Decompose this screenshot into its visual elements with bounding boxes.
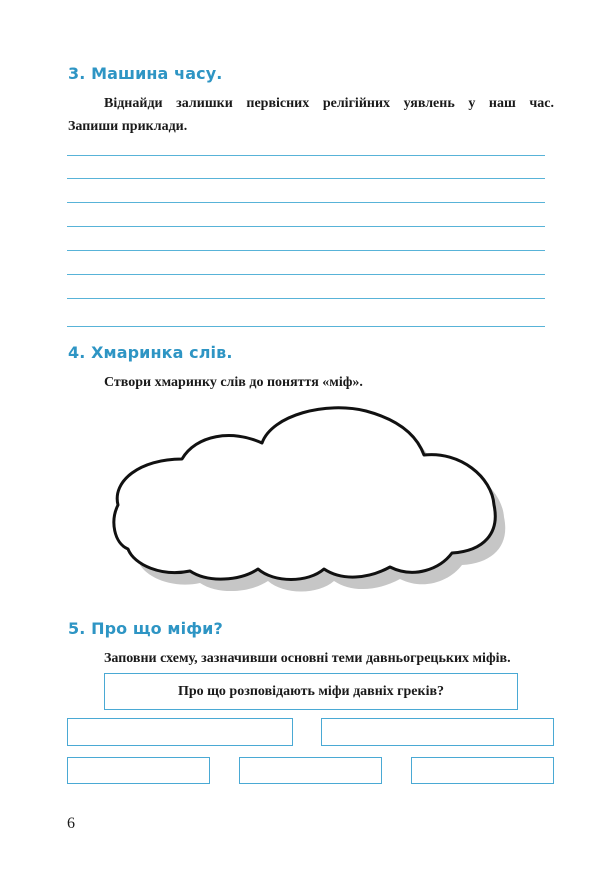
scheme-title: Про що розповідають міфи давніх греків? bbox=[177, 683, 445, 699]
answer-line-8[interactable] bbox=[67, 326, 545, 327]
scheme-answer-box-1[interactable] bbox=[67, 718, 293, 746]
answer-line-4[interactable] bbox=[67, 226, 545, 227]
section-4-heading: 4. Хмаринка слів. bbox=[68, 343, 233, 362]
answer-line-5[interactable] bbox=[67, 250, 545, 251]
cloud-outline bbox=[114, 408, 495, 580]
answer-line-1[interactable] bbox=[67, 155, 545, 156]
section-5-task: Заповни схему, зазначивши основні теми давньогрецьких міфів. bbox=[104, 651, 511, 666]
section-3-task bbox=[68, 92, 554, 138]
scheme-answer-box-4[interactable] bbox=[239, 757, 382, 784]
page-number: 6 bbox=[67, 815, 75, 832]
section-3-task-line2: Запиши приклади. bbox=[68, 119, 188, 134]
scheme-answer-box-5[interactable] bbox=[411, 757, 554, 784]
cloud-shape bbox=[100, 405, 520, 595]
answer-line-2[interactable] bbox=[67, 178, 545, 179]
section-4-task: Створи хмаринку слів до поняття «міф». bbox=[104, 375, 363, 390]
answer-line-3[interactable] bbox=[67, 202, 545, 203]
section-3-heading: 3. Машина часу. bbox=[68, 64, 223, 83]
section-3-task-line1: Віднайди залишки первісних релігійних уявлень у наш час. bbox=[104, 96, 554, 111]
answer-line-7[interactable] bbox=[67, 298, 545, 299]
scheme-answer-box-2[interactable] bbox=[321, 718, 554, 746]
scheme-title-box bbox=[104, 673, 518, 710]
section-5-heading: 5. Про що міфи? bbox=[68, 619, 223, 638]
answer-line-6[interactable] bbox=[67, 274, 545, 275]
scheme-answer-box-3[interactable] bbox=[67, 757, 210, 784]
word-cloud[interactable] bbox=[100, 405, 520, 595]
